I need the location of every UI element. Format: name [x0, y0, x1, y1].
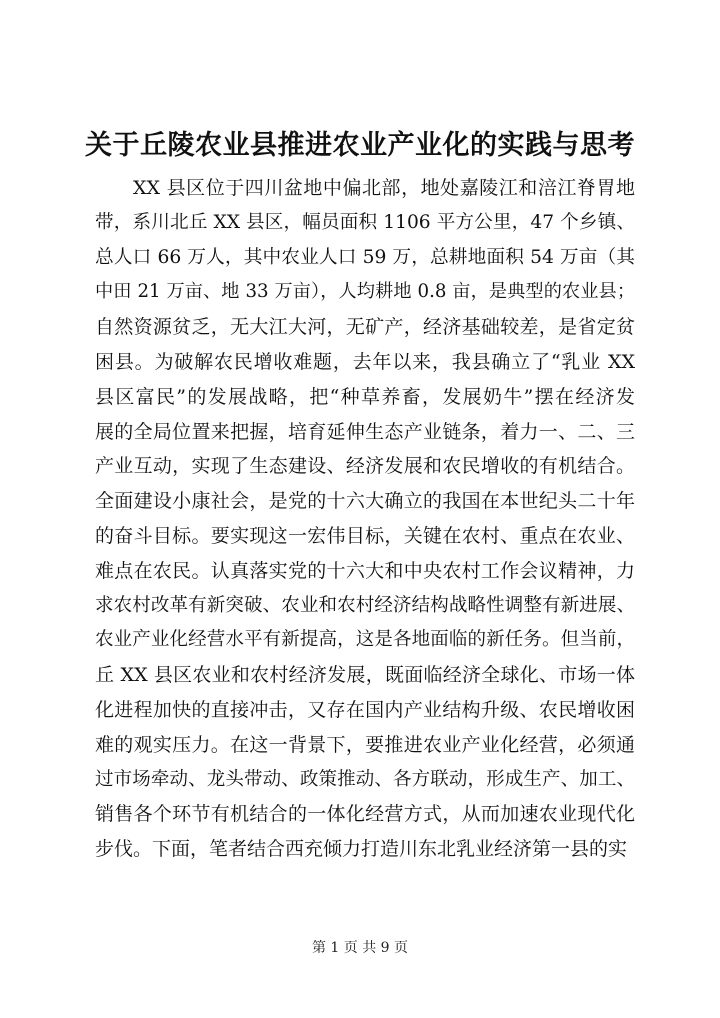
text-line: 县区富民”的发展战略，把“种草养畜，发展奶牛”摆在经济发 — [95, 385, 635, 408]
text-line: 过市场牵动、龙头带动、政策推动、各方联动，形成生产、加工、 — [95, 768, 635, 790]
text-line: 求农村改革有新突破、农业和农村经济结构战略性调整有新进展、 — [95, 594, 635, 616]
text-line: 销售各个环节有机结合的一体化经营方式，从而加速农业现代化 — [95, 803, 635, 826]
document-title: 关于丘陵农业县推进农业产业化的实践与思考 — [85, 130, 635, 161]
text-line: 化进程加快的直接冲击，又存在国内产业结构升级、农民增收困 — [95, 698, 635, 721]
text-line: 自然资源贫乏，无大江大河，无矿产，经济基础较差，是省定贫 — [95, 316, 635, 339]
text-line: 产业互动，实现了生态建设、经济发展和农民增收的有机结合。 — [95, 455, 635, 478]
text-line: 中田 21 万亩、地 33 万亩），人均耕地 0.8 亩，是典型的农业县； — [95, 281, 635, 303]
text-line: 展的全局位置来把握，培育延伸生态产业链条，着力一、二、三 — [95, 420, 635, 443]
text-line: XX 县区位于四川盆地中偏北部，地处嘉陵江和涪江脊胃地 — [133, 177, 635, 199]
text-line: 的奋斗目标。要实现这一宏伟目标，关键在农村、重点在农业、 — [95, 524, 635, 547]
text-line: 全面建设小康社会，是党的十六大确立的我国在本世纪头二十年 — [95, 490, 635, 513]
document-body — [95, 171, 635, 867]
text-line: 丘 XX 县区农业和农村经济发展，既面临经济全球化、市场一体 — [95, 664, 635, 687]
text-line: 总人口 66 万人，其中农业人口 59 万，总耕地面积 54 万亩（其 — [95, 246, 635, 268]
text-line: 困县。为破解农民增收难题，去年以来，我县确立了“乳业 XX — [95, 350, 635, 373]
text-line: 难的观实压力。在这一背景下，要推进农业产业化经营，必须通 — [95, 733, 635, 756]
text-line: 农业产业化经营水平有新提高，这是各地面临的新任务。但当前， — [95, 629, 635, 651]
text-line: 难点在农民。认真落实党的十六大和中央农村工作会议精神，力 — [95, 559, 635, 582]
text-line: 步伐。下面，笔者结合西充倾力打造川东北乳业经济第一县的实 — [95, 838, 628, 861]
text-line: 带，系川北丘 XX 县区，幅员面积 1106 平方公里，47 个乡镇、 — [95, 211, 635, 233]
page-footer: 第 1 页 共 9 页 — [311, 940, 409, 956]
